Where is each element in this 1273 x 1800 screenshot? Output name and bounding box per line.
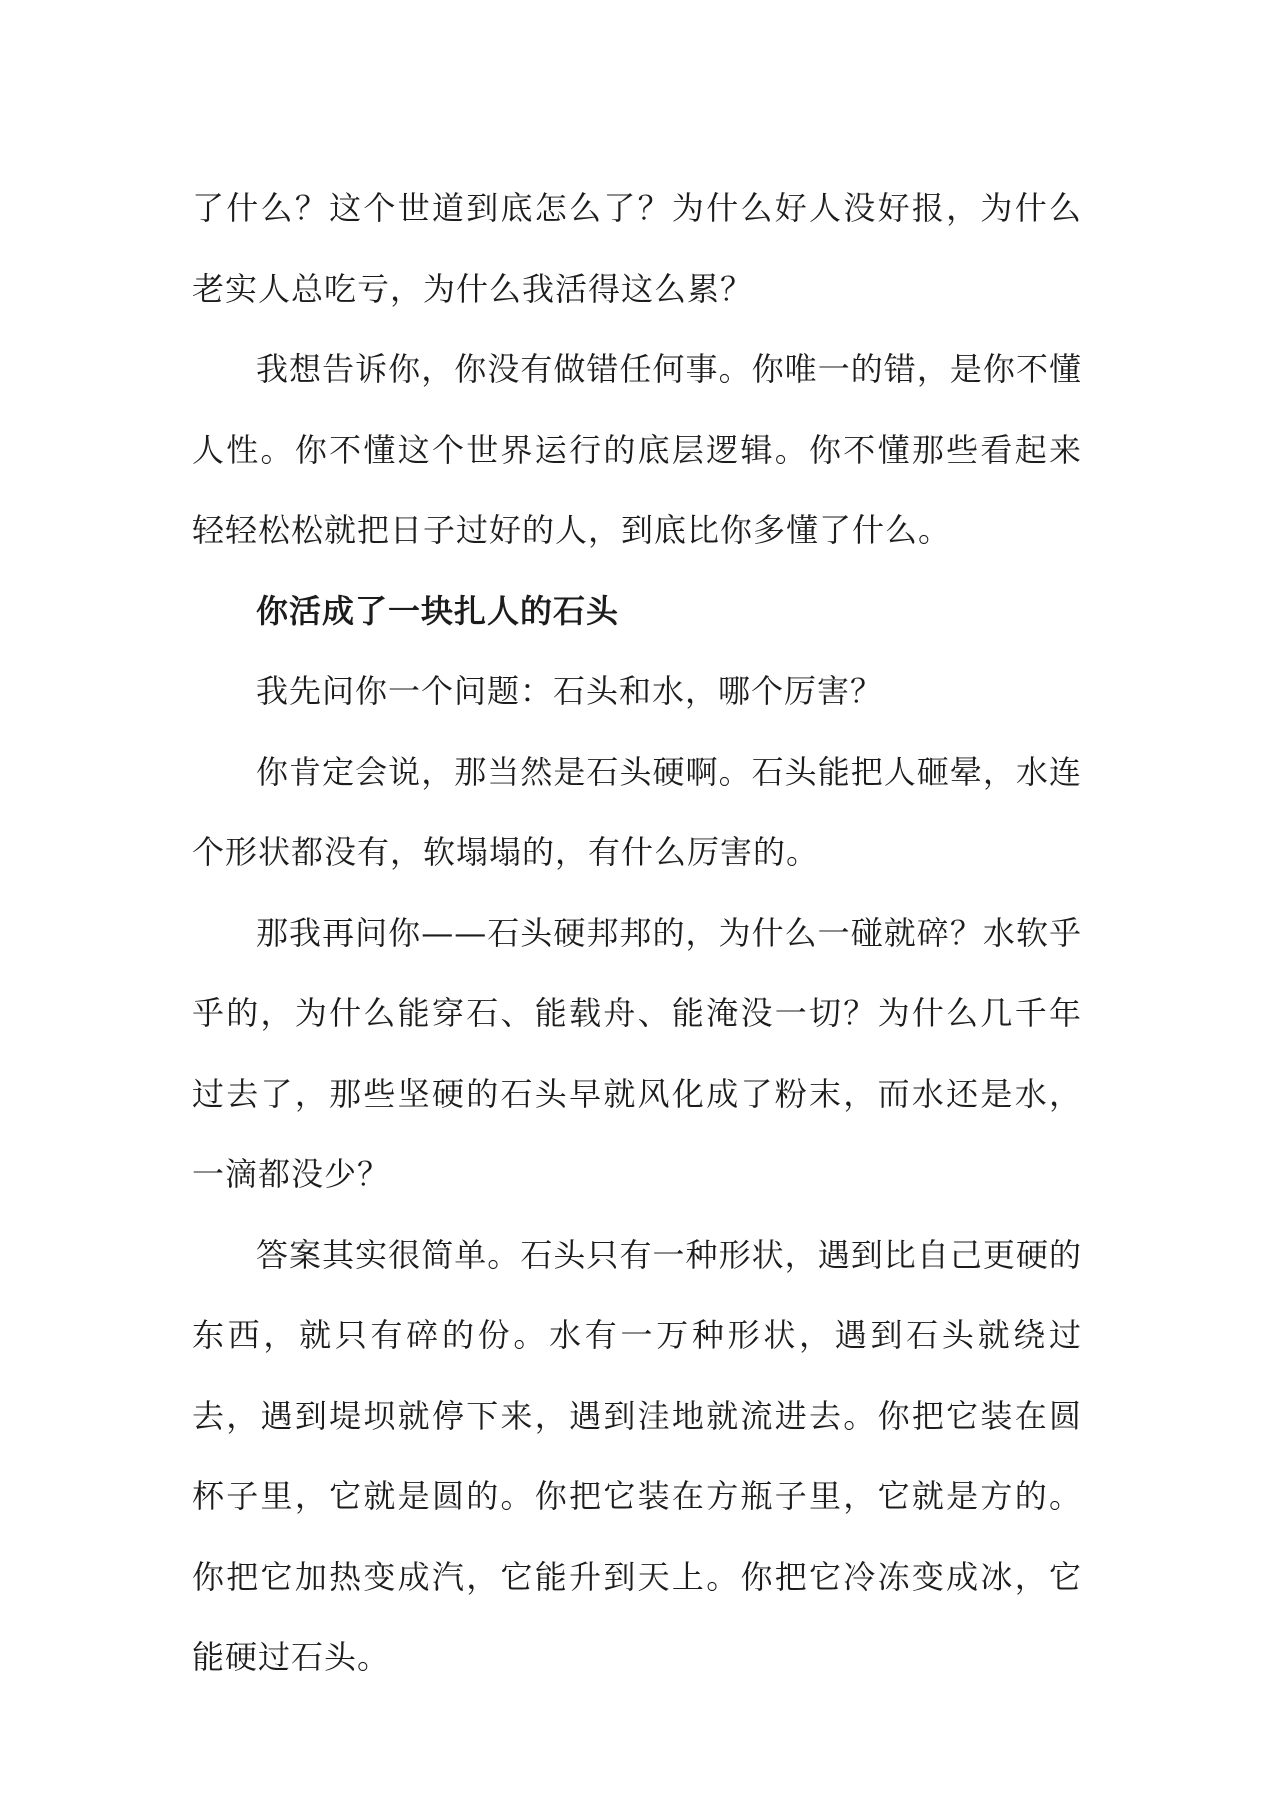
paragraph: 你肯定会说，那当然是石头硬啊。石头能把人砸晕，水连个形状都没有，软塌塌的，有什么厉害的。 [192, 752, 1082, 871]
paragraph: 我想告诉你，你没有做错任何事。你唯一的错，是你不懂人性。你不懂这个世界运行的底层逻辑。你不懂那些看起来轻轻松松就把日子过好的人，到底比你多懂了什么。 [192, 350, 1082, 549]
paragraph-continuation: 了什么？这个世道到底怎么了？为什么好人没好报，为什么老实人总吃亏，为什么我活得这么累？ [192, 189, 1082, 308]
body-text [192, 168, 1082, 1698]
section-heading: 你活成了一块扎人的石头 [256, 591, 620, 630]
paragraph: 答案其实很简单。石头只有一种形状，遇到比自己更硬的东西，就只有碎的份。水有一万种形状，遇到石头就绕过去，遇到堤坝就停下来，遇到洼地就流进去。你把它装在圆杯子里，它就是圆的。你把它装在方瓶子里，它就是方的。你把它加热变成汽，它能升到天上。你把它冷冻变成冰，它能硬过石头。 [192, 1235, 1082, 1676]
paragraph: 那我再问你——石头硬邦邦的，为什么一碰就碎？水软乎乎的，为什么能穿石、能载舟、能淹没一切？为什么几千年过去了，那些坚硬的石头早就风化成了粉末，而水还是水，一滴都没少？ [192, 913, 1082, 1193]
paragraph: 我先问你一个问题：石头和水，哪个厉害？ [256, 672, 884, 710]
